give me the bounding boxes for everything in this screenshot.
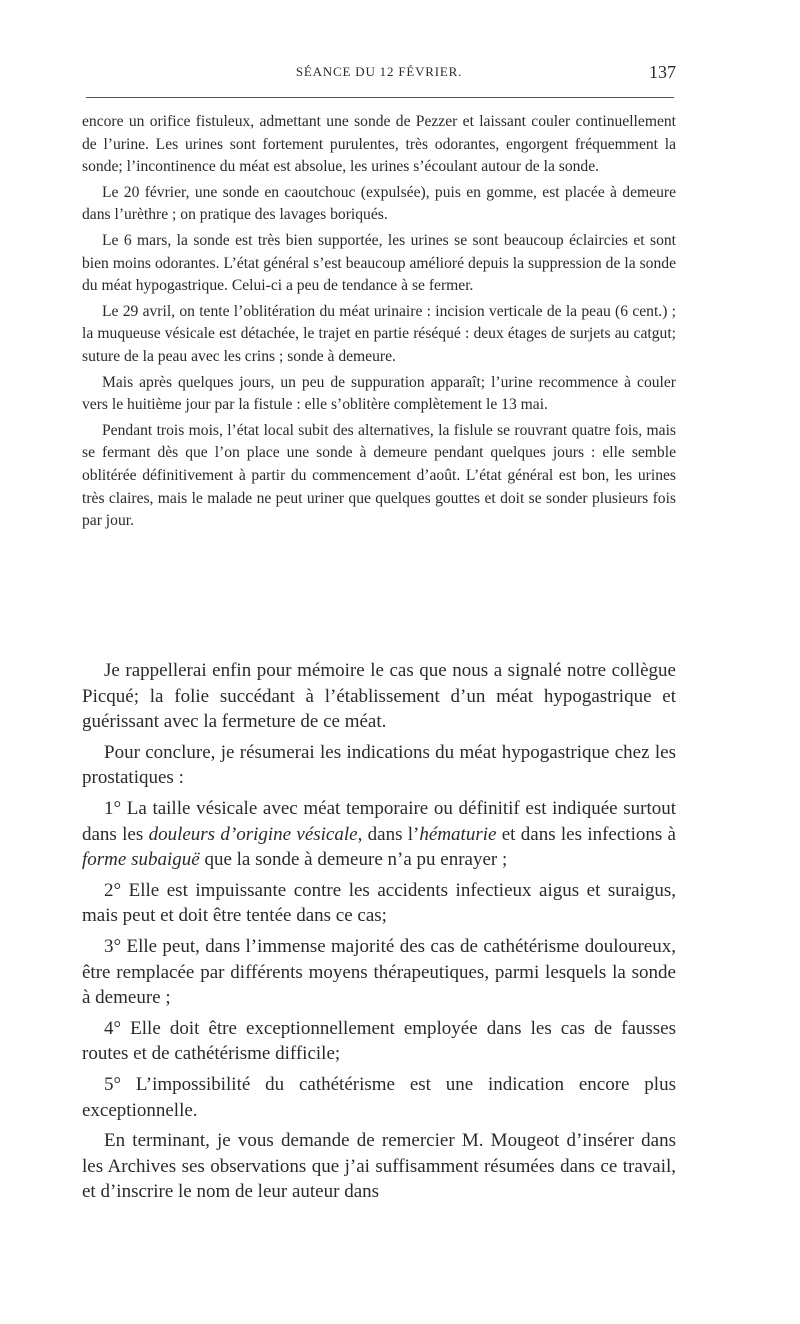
page-header [82, 62, 676, 86]
italic-run: hématurie [419, 823, 497, 845]
running-title: SÉANCE DU 12 FÉVRIER. [295, 64, 463, 79]
text-run: , dans l’ [357, 823, 420, 845]
paragraph: Mais après quelques jours, un peu de suppuration apparaît; l’urine recommence à couler vers le huitième jour par la fistule : elle s’oblitère complètement le 13 mai. [82, 373, 676, 414]
paragraph: Le 20 février, une sonde en caoutchouc (expulsée), puis en gomme, est placée à demeure dans l’urèthre ; on pratique des lavages boriqués. [82, 183, 676, 224]
text-run: 1° La taille vésicale avec méat temporaire ou définitif est indiquée surtout dans les [82, 797, 676, 845]
paragraph: Pendant trois mois, l’état local subit des alternatives, la fislule se rouvrant quatre fois, mais se fermant dès que l’on place une sonde à demeure pendant quelques jours : elle semble oblitérée définitivement à partir du commencement d’août. L’état général est bon, les urines très claires, mais le malade ne peut uriner que quelques gouttes et doit se sonder plusieurs fois par jour. [82, 421, 676, 530]
indication-5: 5° L’impossibilité du cathétérisme est une indication encore plus exceptionnelle. [82, 1073, 676, 1121]
paragraph: En terminant, je vous demande de remercier M. Mougeot d’insérer dans les Archives ses observations que j’ai suffisamment résumées dans ce travail, et d’inscrire le nom de leur auteur dans [82, 1130, 676, 1203]
indication-2: 2° Elle est impuissante contre les accidents infectieux aigus et suraigus, mais peut et doit être tentée dans ce cas; [82, 879, 676, 927]
page-number: 137 [649, 62, 676, 82]
conclusion-text [82, 658, 676, 1210]
text-run: et dans les infections à [496, 823, 676, 845]
paragraph: Pour conclure, je résumerai les indications du méat hypogastrique chez les prostatiques : [82, 741, 676, 789]
paragraph: Je rappellerai enfin pour mémoire le cas que nous a signalé notre collègue Picqué; la folie succédant à l’établissement d’un méat hypogastrique et guérissant avec la fermeture de ce méat. [82, 660, 676, 733]
paragraph: Le 6 mars, la sonde est très bien supportée, les urines se sont beaucoup éclaircies et sont bien moins odorantes. L’état général s’est beaucoup amélioré depuis la suppression de la sonde du méat hypogastrique. Celui-ci a peu de tendance à se fermer. [82, 231, 676, 295]
indication-4: 4° Elle doit être exceptionnellement employée dans les cas de fausses routes et de cathétérisme difficile; [82, 1017, 676, 1065]
indication-1 [82, 796, 676, 873]
italic-run: douleurs d’origine vésicale [148, 823, 358, 845]
italic-run: forme subaiguë [82, 849, 200, 871]
header-rule [86, 97, 674, 98]
paragraph: Le 29 avril, on tente l’oblitération du méat urinaire : incision verticale de la peau (6 cent.) ; la muqueuse vésicale est détachée, le trajet en partie réséqué : deux étages de surjets au catgut; suture de la peau avec les crins ; sonde à demeure. [82, 302, 676, 365]
paragraph: encore un orifice fistuleux, admettant une sonde de Pezzer et laissant couler continuellement de l’urine. Les urines sont fortement purulentes, très odorantes, engorgent fréquemment la sonde; l’incontinence du méat est absolue, les urines s’écoulant autour de la sonde. [82, 113, 676, 176]
indication-3: 3° Elle peut, dans l’immense majorité des cas de cathétérisme douloureux, être remplacée par différents moyens thérapeutiques, parmi lesquels la sonde à demeure ; [82, 935, 676, 1009]
text-run: que la sonde à demeure n’a pu enrayer ; [199, 849, 508, 871]
observation-text [82, 111, 676, 536]
